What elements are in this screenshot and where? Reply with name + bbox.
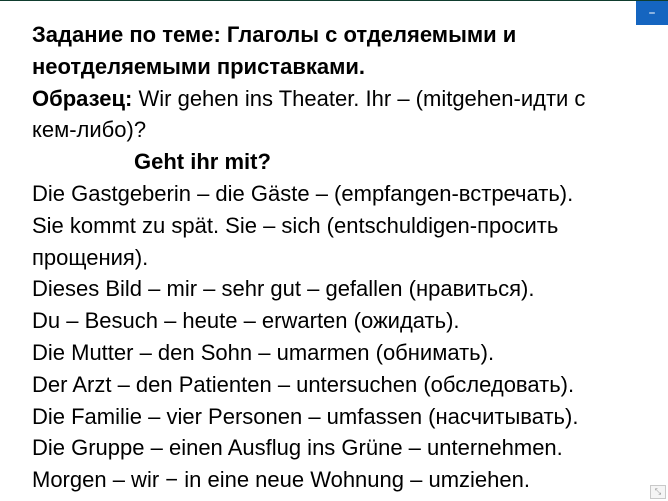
exercise-line: Die Gastgeberin – die Gäste – (empfangen-встречать). bbox=[32, 180, 574, 206]
example-text: Wir gehen ins Theater. Ihr – (mitgehen-идти с bbox=[132, 85, 586, 111]
example-answer: Geht ihr mit? bbox=[134, 149, 271, 175]
top-border bbox=[0, 0, 668, 1]
exercise-line: Der Arzt – den Patienten – untersuchen (обследовать). bbox=[32, 371, 575, 397]
example-line-1 bbox=[32, 83, 642, 115]
example-line-2: кем-либо)? bbox=[32, 117, 147, 143]
exercise-line: Die Familie – vier Personen – umfassen (насчитывать). bbox=[32, 403, 579, 429]
exercise-line: Die Gruppe – einen Ausflug ins Grüne – unternehmen. bbox=[32, 435, 563, 461]
exercise-line: Morgen – wir − in eine neue Wohnung – umziehen. bbox=[32, 467, 530, 493]
task-title-line-2: неотделяемыми приставками. bbox=[32, 53, 366, 79]
minimize-button[interactable]: – bbox=[636, 1, 668, 25]
exercise-line: Du – Besuch – heute – erwarten (ожидать). bbox=[32, 308, 460, 334]
exercise-line: Die Mutter – den Sohn – umarmen (обнимать). bbox=[32, 339, 495, 365]
task-title-line-1: Задание по теме: Глаголы с отделяемыми и bbox=[32, 22, 517, 47]
task-document bbox=[32, 19, 642, 496]
exercise-line: Sie kommt zu spät. Sie – sich (entschuldigen-просить bbox=[32, 212, 559, 238]
exercise-line: прощения). bbox=[32, 244, 149, 270]
resize-icon[interactable]: ⤡ bbox=[650, 485, 666, 499]
example-label: Образец: bbox=[32, 85, 133, 111]
exercise-line: Dieses Bild – mir – sehr gut – gefallen (нравиться). bbox=[32, 276, 535, 302]
